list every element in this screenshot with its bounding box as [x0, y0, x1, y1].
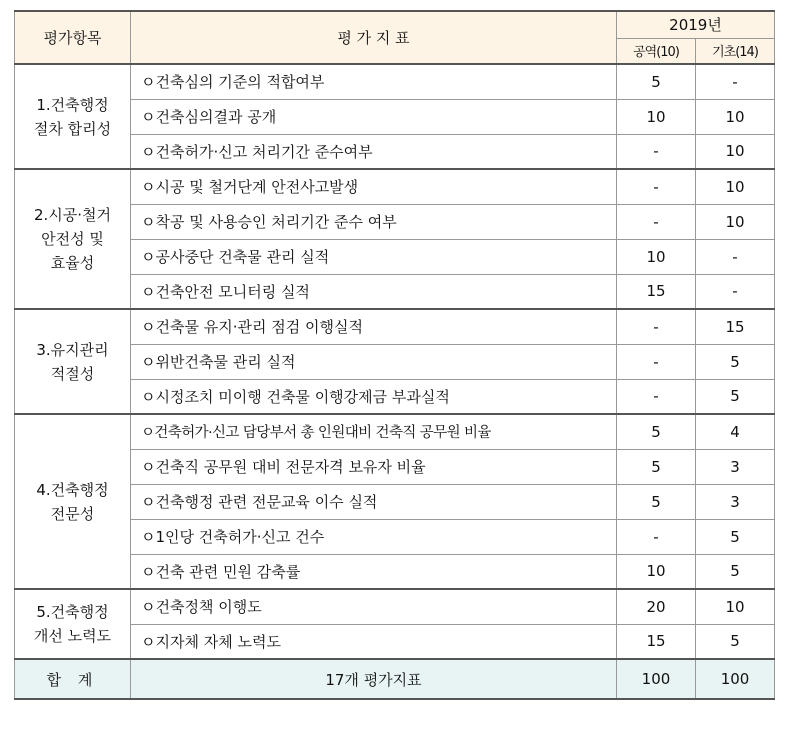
basic-score: 4 [696, 414, 775, 449]
indicator-row [15, 414, 775, 449]
public-score: 15 [617, 274, 696, 309]
total-public-score: 100 [617, 659, 696, 699]
category-label-line: 3.유지관리 [36, 340, 109, 359]
category-label-line: 2.시공·철거 [33, 206, 112, 224]
public-score: - [617, 519, 696, 554]
total-indicator-count: 17개 평가지표 [131, 659, 617, 699]
basic-score: 10 [696, 134, 775, 169]
indicator-text: ㅇ건축허가·신고 담당부서 총 인원대비 건축직 공무원 비율 [131, 414, 617, 449]
basic-score: - [696, 239, 775, 274]
basic-score: 3 [696, 449, 775, 484]
indicator-text: ㅇ공사중단 건축물 관리 실적 [131, 239, 617, 274]
basic-score: - [696, 64, 775, 99]
indicator-text: ㅇ건축행정 관련 전문교육 이수 실적 [131, 484, 617, 519]
public-score: 20 [617, 589, 696, 624]
public-score: - [617, 169, 696, 204]
category-label-line: 절차 합리성 [33, 119, 112, 138]
indicator-text: ㅇ건축직 공무원 대비 전문자격 보유자 비율 [131, 449, 617, 484]
indicator-text: ㅇ건축 관련 민원 감축률 [131, 554, 617, 589]
public-score: 10 [617, 554, 696, 589]
public-score: 15 [617, 624, 696, 659]
public-score: 10 [617, 239, 696, 274]
basic-score: 5 [696, 554, 775, 589]
header-indicator: 평 가 지 표 [131, 11, 617, 64]
basic-score: 10 [696, 99, 775, 134]
public-score: 5 [617, 414, 696, 449]
evaluation-table-container [14, 10, 774, 700]
indicator-row [15, 309, 775, 344]
indicator-text: ㅇ착공 및 사용승인 처리기간 준수 여부 [131, 204, 617, 239]
category-cell [15, 589, 131, 659]
basic-score: 5 [696, 379, 775, 414]
header-public-column: 공역(10) [617, 38, 696, 64]
category-label-line: 효율성 [50, 254, 95, 272]
public-score: - [617, 134, 696, 169]
public-score: 5 [617, 64, 696, 99]
basic-score: 10 [696, 169, 775, 204]
header-category: 평가항목 [15, 11, 131, 64]
public-score: 5 [617, 484, 696, 519]
header-basic-column: 기초(14) [696, 38, 775, 64]
indicator-text: ㅇ건축심의 기준의 적합여부 [131, 64, 617, 99]
indicator-row [15, 169, 775, 204]
total-basic-score: 100 [696, 659, 775, 699]
basic-score: 5 [696, 624, 775, 659]
public-score: 10 [617, 99, 696, 134]
indicator-text: ㅇ시정조치 미이행 건축물 이행강제금 부과실적 [131, 379, 617, 414]
indicator-text: ㅇ건축허가·신고 처리기간 준수여부 [131, 134, 617, 169]
category-cell [15, 169, 131, 309]
indicator-text: ㅇ건축물 유지·관리 점검 이행실적 [131, 309, 617, 344]
indicator-text: ㅇ시공 및 철거단계 안전사고발생 [131, 169, 617, 204]
basic-score: 5 [696, 344, 775, 379]
category-label-line: 1.건축행정 [36, 95, 109, 114]
basic-score: 5 [696, 519, 775, 554]
basic-score: 10 [696, 204, 775, 239]
total-label: 합 계 [15, 659, 131, 699]
category-label-line: 5.건축행정 [36, 603, 109, 621]
basic-score: 10 [696, 589, 775, 624]
basic-score: 15 [696, 309, 775, 344]
category-label-line: 개선 노력도 [33, 627, 112, 645]
public-score: 5 [617, 449, 696, 484]
indicator-text: ㅇ건축안전 모니터링 실적 [131, 274, 617, 309]
basic-score: 3 [696, 484, 775, 519]
category-label-line: 4.건축행정 [36, 480, 109, 499]
public-score: - [617, 379, 696, 414]
indicator-text: ㅇ위반건축물 관리 실적 [131, 344, 617, 379]
indicator-row [15, 64, 775, 99]
public-score: - [617, 344, 696, 379]
indicator-text: ㅇ1인당 건축허가·신고 건수 [131, 519, 617, 554]
indicator-text: ㅇ건축심의결과 공개 [131, 99, 617, 134]
public-score: - [617, 309, 696, 344]
public-score: - [617, 204, 696, 239]
header-row-1 [15, 11, 775, 38]
category-label-line: 안전성 및 [41, 230, 104, 248]
indicator-row [15, 589, 775, 624]
category-label-line: 적절성 [50, 364, 95, 383]
basic-score: - [696, 274, 775, 309]
indicator-text: ㅇ지자체 자체 노력도 [131, 624, 617, 659]
category-label-line: 전문성 [50, 504, 95, 523]
total-row [15, 659, 775, 699]
indicator-text: ㅇ건축정책 이행도 [131, 589, 617, 624]
category-cell [15, 414, 131, 589]
category-cell [15, 309, 131, 414]
evaluation-indicator-table [14, 10, 775, 700]
header-year: 2019년 [617, 11, 775, 38]
category-cell [15, 64, 131, 169]
